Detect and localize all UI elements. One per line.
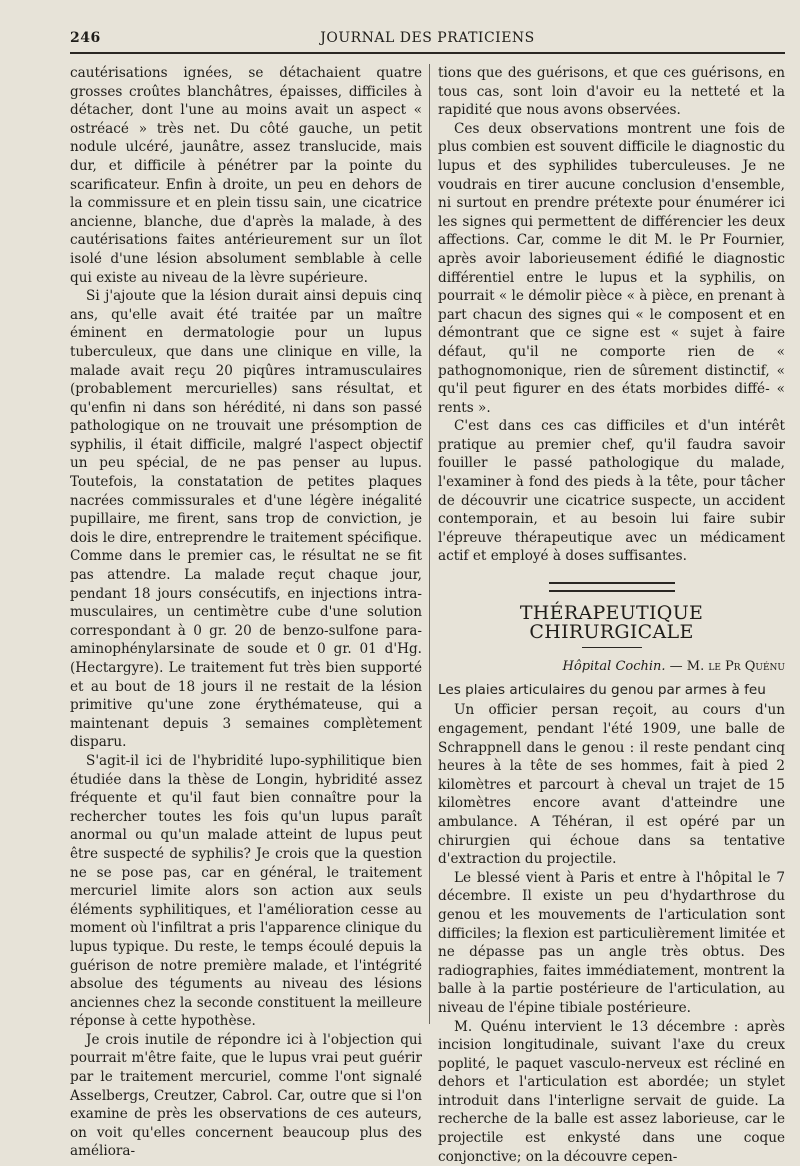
paragraph: M. Quénu intervient le 13 décembre : après incision longitudinale, suivant l'axe du creux poplité, le paquet vasculo-nerveux est récliné en dehors et l'articulation est abordée; un stylet introduit dans l'interligne servait de guide. La recherche de la balle est assez laborieuse, car le projectile est enkysté dans une coque conjonctive; on la découvre cepen- (438, 1018, 785, 1166)
paragraph: Le blessé vient à Paris et entre à l'hôpital le 7 décembre. Il existe un peu d'hydarthrose du genou et les mouvements de l'articulation sont difficiles; la flexion est particulièrement limitée et ne dépasse pas un angle très obtus. Des radiographies, faites immédiatement, montrent la balle à la partie postérieure de l'articulation, au niveau de l'épine tibiale postérieure. (438, 869, 785, 1018)
paragraph: Je crois inutile de répondre ici à l'objection qui pourrait m'être faite, que le lupus vrai peut guérir par le traitement mercuriel, comme l'ont signalé Asselbergs, Creutzer, Cabrol. Car, outre que si l'on examine de près les observations de ces auteurs, on voit qu'elles concernent beaucoup plus des améliora- (70, 1031, 422, 1161)
byline-hospital: Hôpital Cochin. (563, 659, 666, 674)
paragraph: cautérisations ignées, se détachaient quatre grosses croûtes blanchâtres, épaisses, difficiles à détacher, dont l'une au moins avait un aspect « ostréacé » très net. Du côté gauche, un petit nodule ulcéré, jaunâtre, assez translucide, mais dur, et difficile à pénétrer par la pointe du scarificateur. Enfin à droite, un peu en dehors de la commissure et en plein tissu sain, une cicatrice ancienne, blanche, due d'après la malade, à des cautérisations faites antérieurement sur un îlot isolé d'une lésion absolument semblable à celle qui existe au niveau de la lèvre supérieure. (70, 64, 422, 287)
paragraph: Si j'ajoute que la lésion durait ainsi depuis cinq ans, qu'elle avait été traitée par un maître éminent en dermatologie pour un lupus tuberculeux, que dans une clinique en ville, la malade avait reçu 20 piqûres intramusculaires (probablement mercurielles) sans résultat, et qu'enfin ni dans son hérédité, ni dans son passé pathologique on ne trouvait une présomption de syphilis, il était difficile, malgré l'aspect objectif un peu spécial, de ne pas penser au lupus. Toutefois, la constatation de petites plaques nacrées commissurales et d'une légère inégalité pupillaire, me firent, sans trop de conviction, je dois le dire, entreprendre le traitement spécifique. Comme dans le premier cas, le résultat ne se fit pas attendre. La malade reçut chaque jour, pendant 18 jours consécutifs, en injections intra-musculaires, un centimètre cube d'une solution correspondant à 0 gr. 20 de benzo-sulfone para-aminophénylarsinate de soude et 0 gr. 01 d'Hg. (Hectargyre). Le traitement fut très bien supporté et au bout de 18 jours il ne restait de la lésion primitive qu'une zone érythémateuse, qui a maintenant depuis 3 semaines complètement disparu. (70, 287, 422, 752)
paragraph: C'est dans ces cas difficiles et d'un intérêt pratique au premier chef, qu'il faudra savoir fouiller le passé pathologique du malade, l'examiner à fond des pieds à la tête, pour tâcher de découvrir une cicatrice suspecte, un accident contemporain, et au besoin lui faire subir l'épreuve thérapeutique avec un médicament actif et employé à doses suffisantes. (438, 417, 785, 566)
journal-title: JOURNAL DES PRATICIENS (70, 30, 785, 46)
article-title: Les plaies articulaires du genou par armes à feu (438, 681, 785, 700)
right-column (438, 64, 785, 1166)
section-title: THÉRAPEUTIQUE CHIRURGICALE (438, 604, 785, 641)
header-rule (70, 52, 785, 54)
page-number: 246 (70, 30, 101, 46)
paragraph: Ces deux observations montrent une fois de plus combien est souvent difficile le diagnostic du lupus et des syphilides tuberculeuses. Je ne voudrais en tirer aucune conclusion d'ensemble, ni surtout en prendre prétexte pour énumérer ici les signes qui permettent de différencier les deux affections. Car, comme le dit M. le Pr Fournier, après avoir laborieusement édifié le diagnostic différentiel entre le lupus et la syphilis, on pourrait « le démolir pièce « à pièce, en prenant à part chacun des signes qui « le composent et en démontrant que ce signe est « sujet à faire défaut, qu'il ne comporte rien de « pathognomonique, rien de sûrement distinctif, « qu'il peut figurer en des états morbides diffé- « rents ». (438, 120, 785, 418)
left-column (70, 64, 422, 1161)
column-divider (429, 64, 430, 1024)
page-header (70, 30, 785, 50)
byline (438, 658, 785, 677)
title-underline (582, 647, 642, 648)
byline-author: — M. le Pr Quénu (670, 659, 785, 674)
paragraph: S'agit-il ici de l'hybridité lupo-syphilitique bien étudiée dans la thèse de Longin, hybridité assez fréquente et qu'il faut bien connaître pour la rechercher toutes les fois qu'un lupus paraît anormal ou qu'un malade atteint de lupus peut être suspecté de syphilis? Je crois que la question ne se pose pas, car en général, le traitement mercuriel limite alors son action aux seuls éléments syphilitiques, et l'amélioration cesse au moment où l'infiltrat a pris l'apparence clinique du lupus typique. Du reste, le temps écoulé depuis la guérison de notre première malade, et l'intégrité absolue des téguments au niveau des lésions anciennes chez la seconde constituent la meilleure réponse à cette hypothèse. (70, 752, 422, 1031)
paragraph: tions que des guérisons, et que ces guérisons, en tous cas, sont loin d'avoir eu la netteté et la rapidité que nous avons observées. (438, 64, 785, 120)
section-separator (549, 582, 675, 592)
paragraph: Un officier persan reçoit, au cours d'un engagement, pendant l'été 1909, une balle de Schrappnell dans le genou : il reste pendant cinq heures à la tête de ses hommes, fait à pied 2 kilomètres et parcourt à cheval un trajet de 15 kilomètres encore avant d'atteindre une ambulance. A Téhéran, il est opéré par un chirurgien qui échoue dans sa tentative d'extraction du projectile. (438, 701, 785, 868)
